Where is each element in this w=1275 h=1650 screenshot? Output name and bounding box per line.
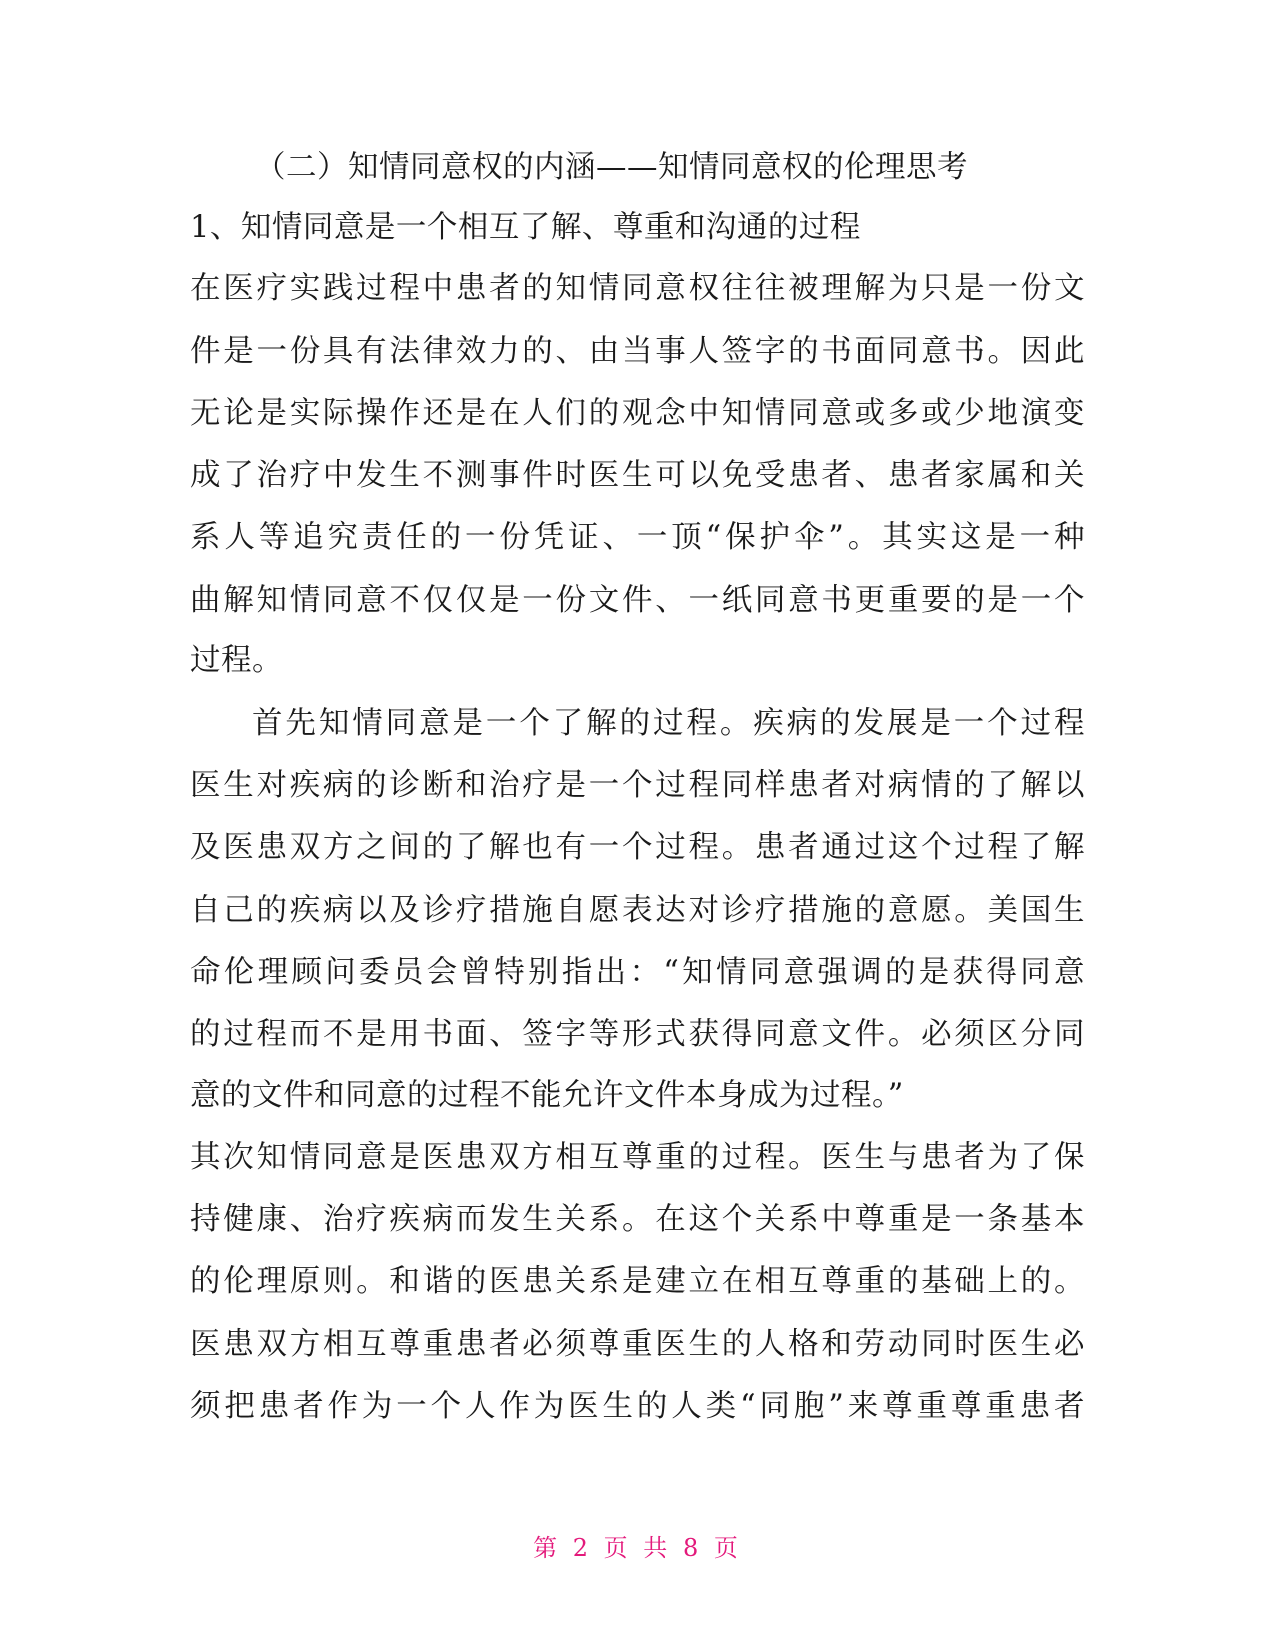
paragraph-line: 意的文件和同意的过程不能允许文件本身成为过程。” xyxy=(190,1078,904,1113)
paragraph-line: 无论是实际操作还是在人们的观念中知情同意或多或少地演变 xyxy=(190,396,1085,431)
paragraph-line: 须把患者作为一个人作为医生的人类“同胞”来尊重尊重患者 xyxy=(190,1389,1085,1424)
paragraph-line: 在医疗实践过程中患者的知情同意权往往被理解为只是一份文 xyxy=(190,271,1085,306)
paragraph-line: 首先知情同意是一个了解的过程。疾病的发展是一个过程 xyxy=(252,706,1085,741)
paragraph-line: 成了治疗中发生不测事件时医生可以免受患者、患者家属和关 xyxy=(190,458,1085,493)
paragraph-line: 其次知情同意是医患双方相互尊重的过程。医生与患者为了保 xyxy=(190,1140,1085,1175)
paragraph-line: 的伦理原则。和谐的医患关系是建立在相互尊重的基础上的。 xyxy=(190,1264,1085,1299)
page-number-footer: 第 2 页 共 8 页 xyxy=(533,1534,742,1562)
paragraph-line: 件是一份具有法律效力的、由当事人签字的书面同意书。因此 xyxy=(190,334,1085,369)
paragraph-line: 命伦理顾问委员会曾特别指出：“知情同意强调的是获得同意 xyxy=(190,955,1085,990)
paragraph-line: 的过程而不是用书面、签字等形式获得同意文件。必须区分同 xyxy=(190,1017,1085,1052)
paragraph-line: 系人等追究责任的一份凭证、一顶“保护伞”。其实这是一种 xyxy=(190,520,1085,555)
paragraph-line: 医患双方相互尊重患者必须尊重医生的人格和劳动同时医生必 xyxy=(190,1327,1085,1362)
subheading: 1、知情同意是一个相互了解、尊重和沟通的过程 xyxy=(190,210,861,245)
paragraph-line: 自己的疾病以及诊疗措施自愿表达对诊疗措施的意愿。美国生 xyxy=(190,893,1085,928)
paragraph-line: 过程。 xyxy=(190,643,283,678)
section-heading: （二）知情同意权的内涵——知情同意权的伦理思考 xyxy=(255,150,968,185)
paragraph-line: 曲解知情同意不仅仅是一份文件、一纸同意书更重要的是一个 xyxy=(190,583,1085,618)
paragraph-line: 医生对疾病的诊断和治疗是一个过程同样患者对病情的了解以 xyxy=(190,768,1085,803)
paragraph-line: 持健康、治疗疾病而发生关系。在这个关系中尊重是一条基本 xyxy=(190,1202,1085,1237)
paragraph-line: 及医患双方之间的了解也有一个过程。患者通过这个过程了解 xyxy=(190,830,1085,865)
